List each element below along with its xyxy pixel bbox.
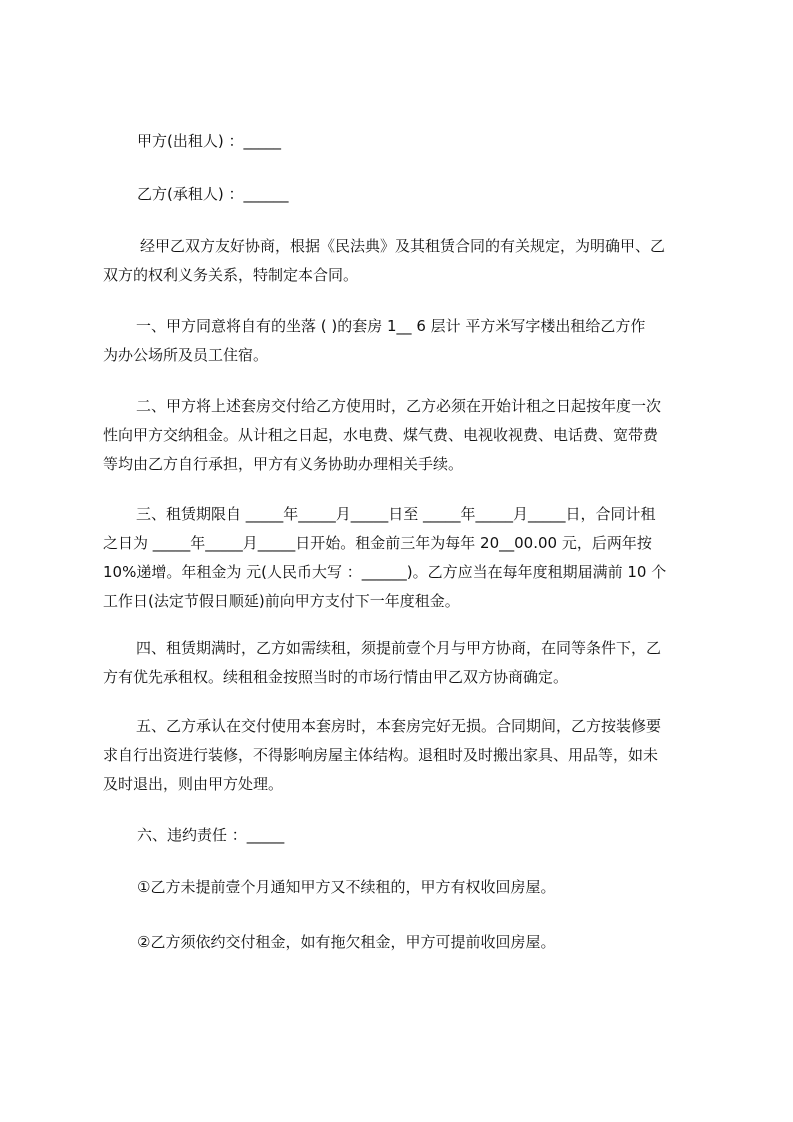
clause-5-line-1: 五、乙方承认在交付使用本套房时，本套房完好无损。合同期间，乙方按装修要 [136, 717, 662, 735]
clause-2-line-3: 等均由乙方自行承担，甲方有义务协助办理相关手续。 [103, 455, 464, 473]
clause-4-line-1: 四、租赁期满时，乙方如需续租，须提前壹个月与甲方协商，在同等条件下，乙 [136, 639, 662, 657]
clause-5-line-2: 求自行出资进行装修，不得影响房屋主体结构。退租时及时搬出家具、用品等，如未 [103, 746, 659, 764]
preamble-paragraph [103, 232, 703, 290]
clause-3-paragraph [103, 500, 703, 616]
clause-1-line-1: 一、甲方同意将自有的坐落 ( )的套房 1__ 6 层计 平方米写字楼出租给乙方作 [136, 317, 646, 335]
clause-5-paragraph [103, 712, 703, 799]
clause-2-paragraph [103, 392, 703, 479]
clause-3-line-1: 三、租赁期限自 _____年_____月_____日至 _____年_____月_____日，合同计租 [136, 505, 656, 523]
preamble-line-1: 经甲乙双方友好协商，根据《民法典》及其租赁合同的有关规定，为明确甲、乙 [140, 237, 666, 255]
clause-3-line-3: 10%递增。年租金为 元(人民币大写 ：______)。乙方应当在每年度租期届满前 10 个 [103, 563, 667, 581]
preamble-line-2: 双方的权利义务关系，特制定本合同。 [103, 266, 359, 284]
party-b-line: 乙方(承租人) ：______ [137, 185, 289, 203]
clause-6-title: 六、违约责任 ：_____ [137, 826, 285, 844]
clause-1-line-2: 为办公场所及员工住宿。 [103, 346, 269, 364]
clause-4-paragraph [103, 634, 703, 692]
clause-2-line-1: 二、甲方将上述套房交付给乙方使用时，乙方必须在开始计租之日起按年度一次 [136, 397, 662, 415]
clause-3-line-2: 之日为 _____年_____月_____日开始。租金前三年为每年 20__00.00 元，后两年按 [103, 534, 652, 552]
clause-1-paragraph [103, 312, 703, 370]
clause-6-item-2: ②乙方须依约交付租金，如有拖欠租金，甲方可提前收回房屋。 [137, 933, 556, 951]
clause-6-item-1: ①乙方未提前壹个月通知甲方又不续租的，甲方有权收回房屋。 [137, 878, 556, 896]
clause-5-line-3: 及时退出，则由甲方处理。 [103, 775, 284, 793]
clause-2-line-2: 性向甲方交纳租金。从计租之日起，水电费、煤气费、电视收视费、电话费、宽带费 [103, 426, 659, 444]
party-a-line: 甲方(出租人) ：_____ [137, 132, 281, 150]
clause-3-line-4: 工作日(法定节假日顺延)前向甲方支付下一年度租金。 [103, 592, 460, 610]
clause-4-line-2: 方有优先承租权。续租租金按照当时的市场行情由甲乙双方协商确定。 [103, 668, 569, 686]
